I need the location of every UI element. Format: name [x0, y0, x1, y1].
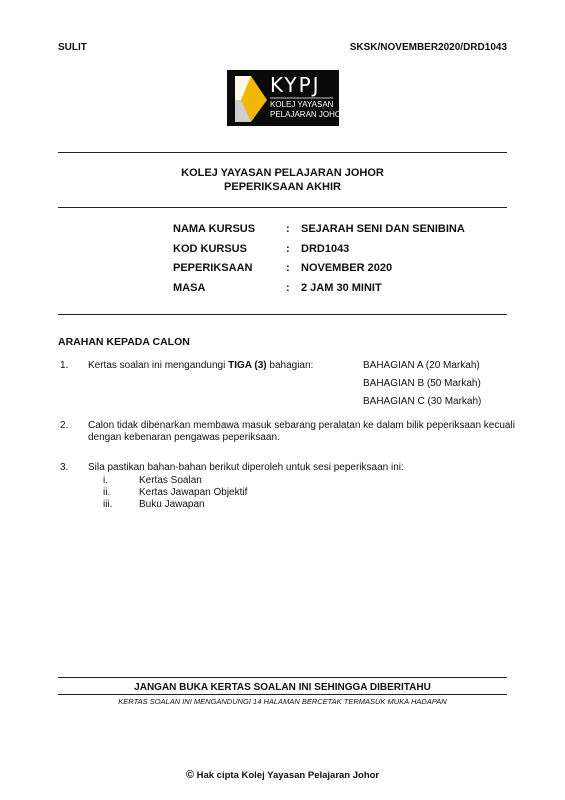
logo-line2: PELAJARAN JOHOR	[270, 110, 347, 119]
info-value-nama-kursus: SEJARAH SENI DAN SENIBINA	[301, 223, 465, 235]
footer-note: KERTAS SOALAN INI MENGANDUNGI 14 HALAMAN BERCETAK TERMASUK MUKA HADAPAN	[118, 697, 447, 706]
rule-footer-bottom	[58, 694, 507, 695]
rule-footer-top	[58, 677, 507, 678]
item3-sub-text: Buku Jawapan	[139, 499, 205, 510]
item1-part-a: BAHAGIAN A (20 Markah)	[363, 360, 480, 371]
item3-num: 3.	[60, 462, 69, 473]
info-label-peperiksaan: PEPERIKSAAN	[173, 262, 253, 274]
info-sep: :	[286, 282, 290, 294]
footer-warning: JANGAN BUKA KERTAS SOALAN INI SEHINGGA DIBERITAHU	[134, 682, 431, 693]
rule-title	[58, 207, 507, 208]
rule-top	[58, 152, 507, 153]
info-label-nama-kursus: NAMA KURSUS	[173, 223, 256, 235]
info-value-masa: 2 JAM 30 MINIT	[301, 282, 382, 294]
item1-text: Kertas soalan ini mengandungi TIGA (3) bahagian:	[88, 360, 314, 371]
copyright: © Hak cipta Kolej Yayasan Pelajaran Johor	[185, 769, 380, 781]
header-right: SKSK/NOVEMBER2020/DRD1043	[349, 42, 507, 53]
info-sep: :	[286, 262, 290, 274]
item2-line1: Calon tidak dibenarkan membawa masuk sebarang peralatan ke dalam bilik peperiksaan kecuali	[88, 420, 515, 431]
title-line2: PEPERIKSAAN AKHIR	[224, 181, 341, 193]
info-label-masa: MASA	[173, 282, 206, 294]
info-value-peperiksaan: NOVEMBER 2020	[301, 262, 393, 274]
rule-info	[58, 314, 507, 315]
item2-num: 2.	[60, 420, 69, 431]
kypj-logo	[227, 70, 347, 126]
item2-line2: dengan kebenaran pengawas peperiksaan.	[88, 432, 280, 443]
item3-sub-text: Kertas Soalan	[139, 475, 202, 486]
item3-text: Sila pastikan bahan-bahan berikut diperoleh untuk sesi peperiksaan ini:	[88, 462, 404, 473]
info-label-kod-kursus: KOD KURSUS	[173, 243, 247, 255]
item3-sub-num: i.	[103, 475, 108, 486]
instructions-heading: ARAHAN KEPADA CALON	[58, 336, 190, 348]
item3-sub-text: Kertas Jawapan Objektif	[139, 487, 248, 498]
item3-sub-num: iii.	[103, 499, 113, 510]
item1-part-c: BAHAGIAN C (30 Markah)	[363, 396, 482, 407]
item1-num: 1.	[60, 360, 69, 371]
logo-abbr: KYPJ	[270, 73, 321, 97]
title-line1: KOLEJ YAYASAN PELAJARAN JOHOR	[181, 167, 384, 179]
info-sep: :	[286, 243, 290, 255]
logo-line1: KOLEJ YAYASAN	[270, 100, 334, 109]
header-left: SULIT	[58, 42, 87, 53]
item1-part-b: BAHAGIAN B (50 Markah)	[363, 378, 481, 389]
info-sep: :	[286, 223, 290, 235]
info-value-kod-kursus: DRD1043	[301, 243, 350, 255]
item3-sub-num: ii.	[103, 487, 111, 498]
copyright-icon: ©	[185, 769, 194, 781]
